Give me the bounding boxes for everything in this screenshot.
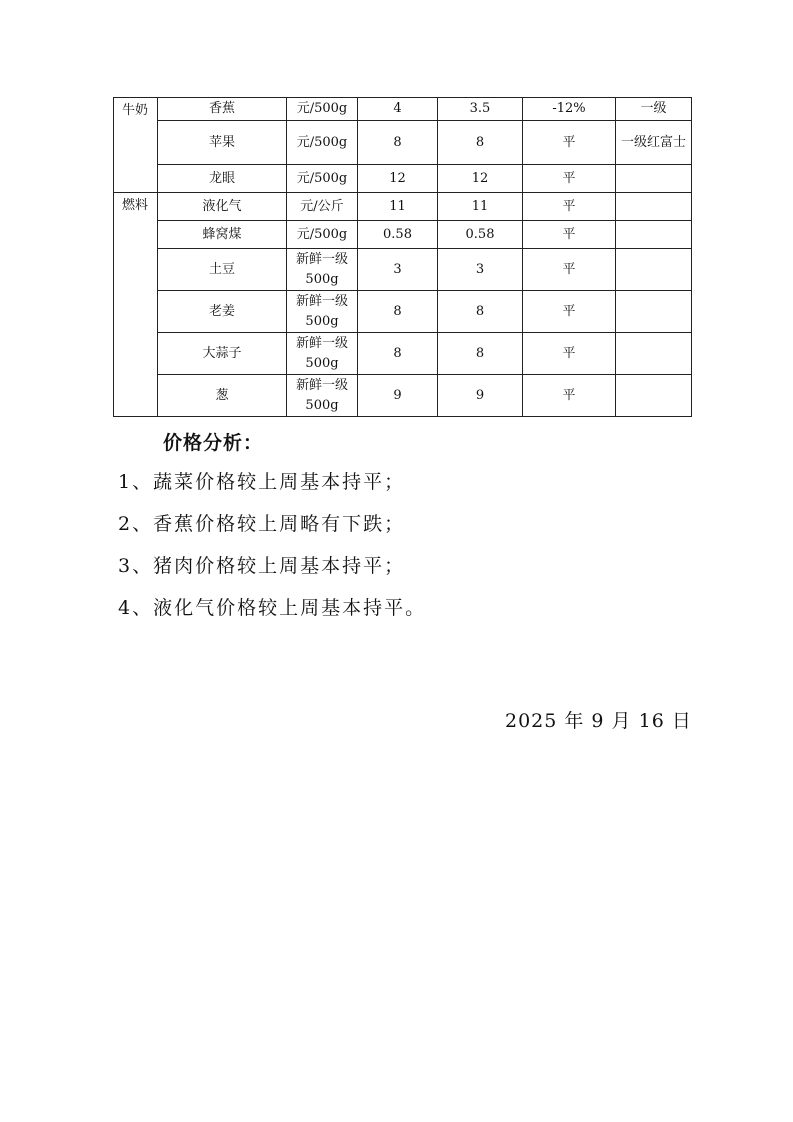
list-item: 4、液化气价格较上周基本持平。 xyxy=(118,597,427,619)
curr-price-cell: 8 xyxy=(438,121,523,165)
prev-price-cell: 8 xyxy=(358,291,438,333)
curr-price-cell: 3.5 xyxy=(438,98,523,121)
note-cell xyxy=(616,249,692,291)
price-table xyxy=(113,97,692,417)
note-cell xyxy=(616,333,692,375)
list-item: 2、香蕉价格较上周略有下跌； xyxy=(118,513,406,535)
category-cell: 燃料 xyxy=(114,193,158,417)
unit-cell: 新鲜一级500g xyxy=(287,375,358,417)
unit-cell: 新鲜一级500g xyxy=(287,333,358,375)
change-cell: 平 xyxy=(523,193,616,221)
change-cell: -12% xyxy=(523,98,616,121)
change-cell: 平 xyxy=(523,165,616,193)
note-cell xyxy=(616,375,692,417)
unit-cell: 新鲜一级500g xyxy=(287,249,358,291)
table-row xyxy=(114,165,692,193)
unit-cell: 元/500g xyxy=(287,221,358,249)
prev-price-cell: 3 xyxy=(358,249,438,291)
curr-price-cell: 3 xyxy=(438,249,523,291)
unit-cell: 新鲜一级500g xyxy=(287,291,358,333)
item-cell: 大蒜子 xyxy=(158,333,287,375)
item-cell: 葱 xyxy=(158,375,287,417)
table-row xyxy=(114,98,692,121)
note-cell xyxy=(616,221,692,249)
note-cell: 一级 xyxy=(616,98,692,121)
table-row xyxy=(114,221,692,249)
note-cell: 一级红富士 xyxy=(616,121,692,165)
unit-cell: 元/公斤 xyxy=(287,193,358,221)
prev-price-cell: 4 xyxy=(358,98,438,121)
item-cell: 液化气 xyxy=(158,193,287,221)
prev-price-cell: 8 xyxy=(358,333,438,375)
analysis-list xyxy=(118,466,426,634)
prev-price-cell: 11 xyxy=(358,193,438,221)
note-cell xyxy=(616,193,692,221)
table-row xyxy=(114,121,692,165)
table-row xyxy=(114,291,692,333)
item-cell: 苹果 xyxy=(158,121,287,165)
table-row xyxy=(114,193,692,221)
curr-price-cell: 9 xyxy=(438,375,523,417)
item-cell: 老姜 xyxy=(158,291,287,333)
table-row xyxy=(114,249,692,291)
curr-price-cell: 12 xyxy=(438,165,523,193)
table-row xyxy=(114,375,692,417)
unit-cell: 元/500g xyxy=(287,98,358,121)
prev-price-cell: 9 xyxy=(358,375,438,417)
item-cell: 香蕉 xyxy=(158,98,287,121)
curr-price-cell: 8 xyxy=(438,333,523,375)
item-cell: 蜂窝煤 xyxy=(158,221,287,249)
item-cell: 土豆 xyxy=(158,249,287,291)
category-cell: 牛奶 xyxy=(114,98,158,193)
note-cell xyxy=(616,291,692,333)
prev-price-cell: 8 xyxy=(358,121,438,165)
analysis-title: 价格分析： xyxy=(163,432,264,454)
table-row xyxy=(114,333,692,375)
list-item: 1、蔬菜价格较上周基本持平； xyxy=(118,471,406,493)
prev-price-cell: 12 xyxy=(358,165,438,193)
unit-cell: 元/500g xyxy=(287,121,358,165)
item-cell: 龙眼 xyxy=(158,165,287,193)
list-item: 3、猪肉价格较上周基本持平； xyxy=(118,555,406,577)
change-cell: 平 xyxy=(523,291,616,333)
change-cell: 平 xyxy=(523,221,616,249)
change-cell: 平 xyxy=(523,375,616,417)
change-cell: 平 xyxy=(523,333,616,375)
unit-cell: 元/500g xyxy=(287,165,358,193)
curr-price-cell: 11 xyxy=(438,193,523,221)
note-cell xyxy=(616,165,692,193)
prev-price-cell: 0.58 xyxy=(358,221,438,249)
change-cell: 平 xyxy=(523,249,616,291)
change-cell: 平 xyxy=(523,121,616,165)
curr-price-cell: 8 xyxy=(438,291,523,333)
curr-price-cell: 0.58 xyxy=(438,221,523,249)
document-date: 2025 年 9 月 16 日 xyxy=(505,710,692,732)
